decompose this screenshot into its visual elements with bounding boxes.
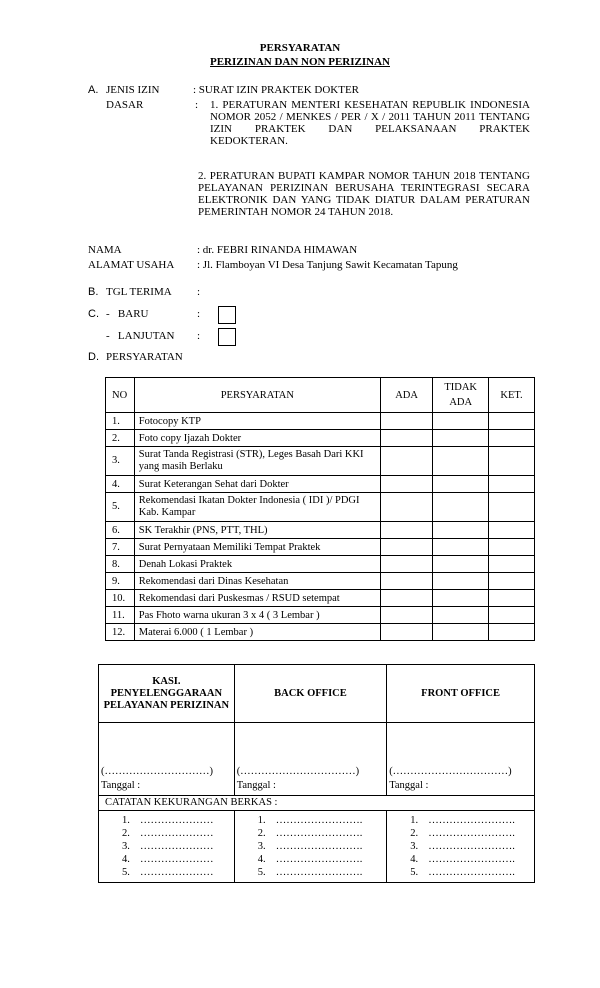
front-office-catatan-cell[interactable] [387, 811, 535, 883]
ada-cell[interactable] [380, 447, 432, 476]
jenis-izin-value: : SURAT IZIN PRAKTEK DOKTER [193, 84, 360, 96]
front-office-header: FRONT OFFICE [387, 665, 535, 723]
kasi-catatan-cell[interactable] [99, 811, 235, 883]
ada-cell[interactable] [380, 522, 432, 539]
back-office-tanggal: Tanggal : [236, 780, 276, 791]
row-text: Surat Keterangan Sehat dari Dokter [134, 476, 380, 493]
persyaratan-label: PERSYARATAN [106, 351, 183, 363]
row-no: 8. [106, 556, 135, 573]
ket-cell[interactable] [489, 447, 535, 476]
row-text: Surat Tanda Registrasi (STR), Leges Basah Dari KKI yang masih Berlaku [134, 447, 380, 476]
ada-cell[interactable] [380, 430, 432, 447]
row-no: 12. [106, 624, 135, 641]
table-row [106, 522, 535, 539]
dasar-item-2: 2. PERATURAN BUPATI KAMPAR NOMOR TAHUN 2018 TENTANG PELAYANAN PERIZINAN BERUSAHA TERINTEGRASI SECARA ELEKTRONIK DAN YANG TIDAK DIATUR DALAM PERATURAN PEMERINTAH NOMOR 24 TAHUN 2018. [198, 170, 530, 218]
tidak-ada-cell[interactable] [433, 413, 489, 430]
kasi-tanggal: Tanggal : [101, 780, 141, 791]
ada-cell[interactable] [380, 573, 432, 590]
catatan-row [99, 796, 535, 811]
row-text: Surat Pernyataan Memiliki Tempat Praktek [134, 539, 380, 556]
tidak-ada-cell[interactable] [433, 522, 489, 539]
row-text: Rekomendasi dari Puskesmas / RSUD setempat [134, 590, 380, 607]
page-subtitle: PERIZINAN DAN NON PERIZINAN [210, 56, 390, 68]
table-row [106, 607, 535, 624]
ada-cell[interactable] [380, 607, 432, 624]
tidak-ada-cell[interactable] [433, 590, 489, 607]
tidak-ada-cell[interactable] [433, 607, 489, 624]
header-ket: KET. [489, 378, 535, 413]
tidak-ada-cell[interactable] [433, 539, 489, 556]
ket-cell[interactable] [489, 413, 535, 430]
row-no: 10. [106, 590, 135, 607]
row-no: 1. [106, 413, 135, 430]
ket-cell[interactable] [489, 624, 535, 641]
table-row [106, 624, 535, 641]
row-text: Pas Fhoto warna ukuran 3 x 4 ( 3 Lembar ) [134, 607, 380, 624]
lanjutan-label: - LANJUTAN [106, 330, 175, 342]
row-no: 6. [106, 522, 135, 539]
list-item: 5. ……………………. [257, 867, 363, 878]
row-no: 9. [106, 573, 135, 590]
back-office-signature-cell[interactable] [234, 723, 387, 796]
row-no: 11. [106, 607, 135, 624]
requirements-table [105, 377, 535, 641]
ket-cell[interactable] [489, 556, 535, 573]
row-no: 3. [106, 447, 135, 476]
alamat-value: : Jl. Flamboyan VI Desa Tanjung Sawit Kecamatan Tapung [197, 259, 458, 271]
baru-label: - BARU [106, 308, 149, 320]
lanjutan-colon: : [197, 330, 201, 342]
ket-cell[interactable] [489, 476, 535, 493]
kasi-signature-line: (…………………………) [101, 766, 213, 777]
tgl-terima-label: TGL TERIMA [106, 286, 172, 298]
baru-checkbox[interactable] [218, 306, 236, 324]
catatan-lists-row [99, 811, 535, 883]
front-office-signature-line: (……………………………) [389, 766, 512, 777]
row-text: Materai 6.000 ( 1 Lembar ) [134, 624, 380, 641]
table-row [106, 447, 535, 476]
table-row [106, 539, 535, 556]
header-persyaratan: PERSYARATAN [134, 378, 380, 413]
list-item: 1. ……………………. [410, 815, 515, 826]
list-item: 3. ………………… [122, 841, 214, 852]
list-item: 4. ……………………. [410, 854, 515, 865]
tidak-ada-cell[interactable] [433, 573, 489, 590]
ket-cell[interactable] [489, 573, 535, 590]
list-item: 2. ……………………. [257, 828, 363, 839]
tidak-ada-cell[interactable] [433, 556, 489, 573]
jenis-izin-label: JENIS IZIN [106, 84, 160, 96]
table-row [106, 573, 535, 590]
ket-cell[interactable] [489, 493, 535, 522]
front-office-signature-cell[interactable] [387, 723, 535, 796]
baru-colon: : [197, 308, 201, 320]
header-no: NO [106, 378, 135, 413]
ket-cell[interactable] [489, 607, 535, 624]
nama-value: : dr. FEBRI RINANDA HIMAWAN [197, 244, 358, 256]
section-d-letter: D. [88, 351, 99, 363]
ada-cell[interactable] [380, 413, 432, 430]
back-office-signature-line: (……………………………) [236, 766, 360, 777]
list-item: 4. ……………………. [257, 854, 363, 865]
list-item: 1. ………………… [122, 815, 214, 826]
row-no: 5. [106, 493, 135, 522]
section-c-letter: C. [88, 308, 99, 320]
list-item: 5. ………………… [122, 867, 214, 878]
header-tidak-ada: TIDAK ADA [433, 378, 489, 413]
dasar-item-1: 1. PERATURAN MENTERI KESEHATAN REPUBLIK INDONESIA NOMOR 2052 / MENKES / PER / X / 2011 TAHUN 2011 TENTANG IZIN PRAKTEK DAN PELAKSANAAN PRAKTEK KEDOKTERAN. [210, 99, 530, 147]
row-no: 4. [106, 476, 135, 493]
front-office-catatan-list [388, 812, 533, 881]
page-title: PERSYARATAN [259, 42, 341, 54]
row-text: Foto copy Ijazah Dokter [134, 430, 380, 447]
dasar-colon: : [195, 99, 199, 111]
ada-cell[interactable] [380, 624, 432, 641]
list-item: 2. ………………… [122, 828, 214, 839]
ada-cell[interactable] [380, 493, 432, 522]
tidak-ada-cell[interactable] [433, 447, 489, 476]
dasar-label: DASAR [106, 99, 144, 111]
row-no: 7. [106, 539, 135, 556]
table-row [106, 493, 535, 522]
lanjutan-checkbox[interactable] [218, 328, 236, 346]
header-ada: ADA [380, 378, 432, 413]
kasi-catatan-list [100, 812, 233, 881]
list-item: 4. ………………… [122, 854, 214, 865]
back-office-header: BACK OFFICE [234, 665, 387, 723]
front-office-tanggal: Tanggal : [389, 780, 429, 791]
ada-cell[interactable] [380, 590, 432, 607]
tidak-ada-cell[interactable] [433, 430, 489, 447]
signature-row [99, 723, 535, 796]
signature-table [98, 664, 535, 883]
list-item: 2. ……………………. [410, 828, 515, 839]
row-text: Rekomendasi dari Dinas Kesehatan [134, 573, 380, 590]
ket-cell[interactable] [489, 539, 535, 556]
table-row [106, 590, 535, 607]
row-no: 2. [106, 430, 135, 447]
list-item: 5. ……………………. [410, 867, 515, 878]
tidak-ada-cell[interactable] [433, 476, 489, 493]
list-item: 3. ……………………. [410, 841, 515, 852]
table-row [106, 413, 535, 430]
ket-cell[interactable] [489, 522, 535, 539]
list-item: 3. ……………………. [257, 841, 363, 852]
table-row [106, 476, 535, 493]
section-b-letter: B. [88, 286, 99, 298]
ket-cell[interactable] [489, 590, 535, 607]
kasi-signature-cell[interactable] [99, 723, 235, 796]
row-text: Denah Lokasi Praktek [134, 556, 380, 573]
alamat-label: ALAMAT USAHA [88, 259, 175, 271]
list-item: 1. ……………………. [257, 815, 363, 826]
row-text: Fotocopy KTP [134, 413, 380, 430]
back-office-catatan-cell[interactable] [234, 811, 387, 883]
ada-cell[interactable] [380, 539, 432, 556]
ada-cell[interactable] [380, 476, 432, 493]
tgl-terima-colon: : [197, 286, 201, 298]
ket-cell[interactable] [489, 430, 535, 447]
back-office-catatan-list [236, 812, 386, 881]
table-row [106, 430, 535, 447]
tidak-ada-cell[interactable] [433, 493, 489, 522]
ada-cell[interactable] [380, 556, 432, 573]
row-text: Rekomendasi Ikatan Dokter Indonesia ( IDI )/ PDGI Kab. Kampar [134, 493, 380, 522]
signature-header-row [99, 665, 535, 723]
kasi-header: KASI. PENYELENGGARAAN PELAYANAN PERIZINAN [99, 665, 235, 723]
catatan-label: CATATAN KEKURANGAN BERKAS : [99, 796, 535, 811]
nama-label: NAMA [88, 244, 122, 256]
requirements-header-row [106, 378, 535, 413]
section-a-letter: A. [88, 84, 99, 96]
tidak-ada-cell[interactable] [433, 624, 489, 641]
row-text: SK Terakhir (PNS, PTT, THL) [134, 522, 380, 539]
table-row [106, 556, 535, 573]
